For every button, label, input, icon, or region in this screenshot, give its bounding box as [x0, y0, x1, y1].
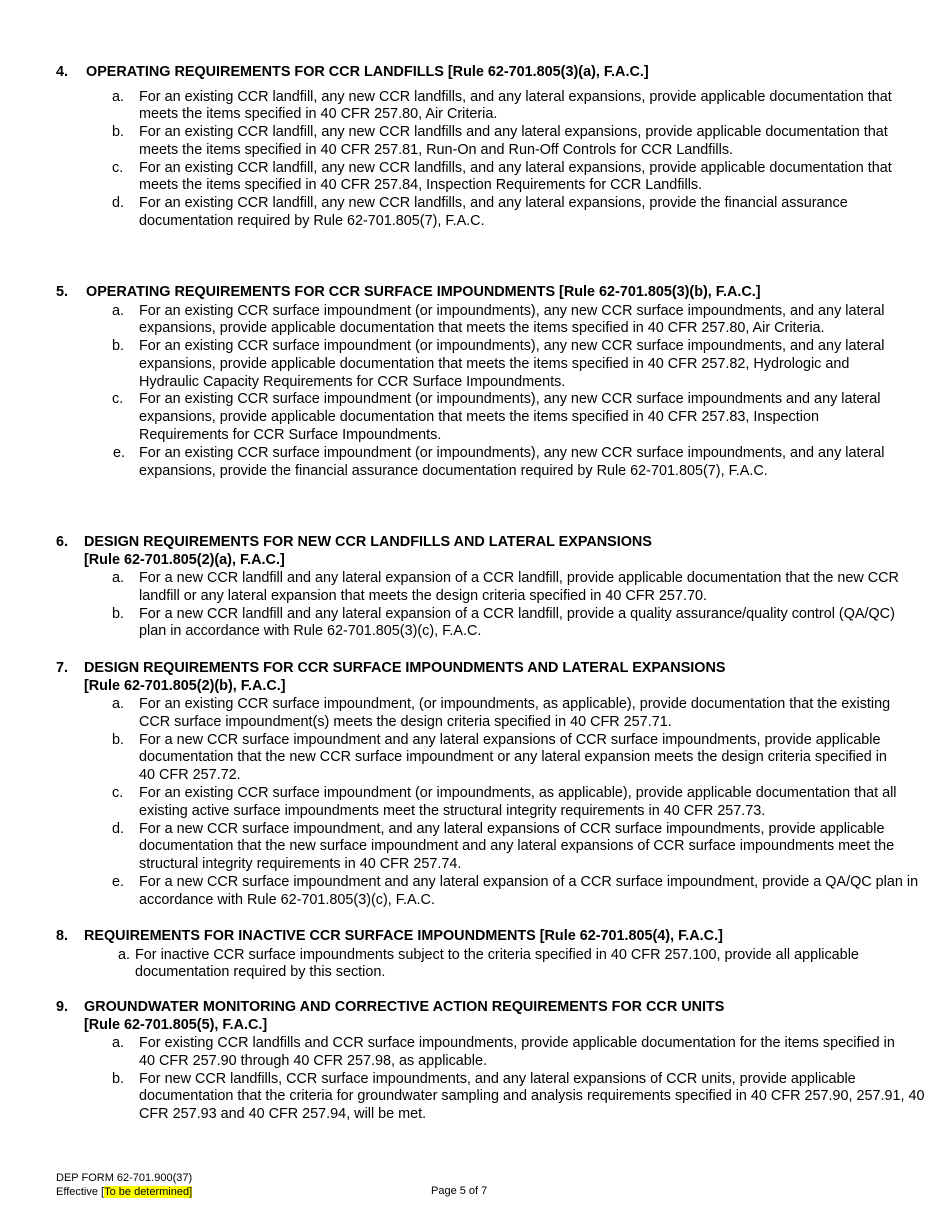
list-item: d. For a new CCR surface impoundment, and any lateral expansions of CCR surface impoundments, provide applicable documentation that the new surface impoundment and any lateral expansions of CCR surface impoundments meet the structural integrity requirements in 40 CFR 257.74. — [112, 820, 895, 873]
section-title: GROUNDWATER MONITORING AND CORRECTIVE ACTION REQUIREMENTS FOR CCR UNITS — [84, 999, 725, 1015]
section-6 — [56, 534, 936, 641]
section-number: 8. — [56, 928, 69, 944]
section-heading — [56, 284, 936, 302]
section-heading — [56, 999, 936, 1034]
section-title: DESIGN REQUIREMENTS FOR NEW CCR LANDFILLS AND LATERAL EXPANSIONS — [84, 534, 652, 550]
section-heading — [56, 928, 936, 946]
section-7 — [56, 660, 936, 910]
list-item: a. For existing CCR landfills and CCR surface impoundments, provide applicable documentation for the items specified in 40 CFR 257.90 through 40 CFR 257.98, as applicable. — [112, 1035, 895, 1069]
section-number: 7. — [56, 660, 69, 676]
section-title: REQUIREMENTS FOR INACTIVE CCR SURFACE IMPOUNDMENTS [Rule 62-701.805(4), F.A.C.] — [84, 928, 723, 944]
list-item: e. For a new CCR surface impoundment and any lateral expansion of a CCR surface impoundment, provide a QA/QC plan in accordance with Rule 62-701.805(3)(c), F.A.C. — [112, 873, 919, 908]
section-title: DESIGN REQUIREMENTS FOR CCR SURFACE IMPOUNDMENTS AND LATERAL EXPANSIONS — [84, 660, 726, 676]
section-number: 5. — [56, 284, 69, 300]
section-rule: [Rule 62-701.805(2)(b), F.A.C.] — [84, 677, 286, 694]
list-item: b. For an existing CCR surface impoundment (or impoundments), any new CCR surface impoundments, and any lateral expansions, provide applicable documentation that meets the items specified in 40 CFR 257.82, Hydrologic and Hydraulic Capacity Requirements for CCR Surface Impoundments. — [112, 338, 885, 390]
section-heading — [56, 64, 936, 82]
form-number: DEP FORM 62-701.900(37) — [56, 1172, 193, 1184]
section-number: 4. — [56, 64, 69, 80]
section-number: 9. — [56, 999, 69, 1015]
section-title: OPERATING REQUIREMENTS FOR CCR SURFACE IMPOUNDMENTS [Rule 62-701.805(3)(b), F.A.C.] — [86, 284, 761, 300]
list-item: a. For an existing CCR surface impoundment (or impoundments), any new CCR surface impoundments, and any lateral expansions, provide applicable documentation that meets the items specified in 40 CFR 257.80, Air Criteria. — [112, 302, 885, 337]
section-heading — [56, 534, 936, 569]
section-9 — [56, 999, 936, 1124]
list-item: a. For an existing CCR surface impoundment, (or impoundments, as applicable), provide documentation that the existing CCR surface impoundment(s) meets the design criteria specified in 40 CFR 257.71. — [112, 696, 891, 730]
list-item: c. For an existing CCR surface impoundment (or impoundments), any new CCR surface impoundments and any lateral expansions, provide applicable documentation that meets the items specified in 40 CFR 257.83, Inspection Requirements for CCR Surface Impoundments. — [112, 391, 881, 444]
list-item: a. For an existing CCR landfill, any new CCR landfills, and any lateral expansions, provide applicable documentation that meets the items specified in 40 CFR 257.80, Air Criteria. — [112, 88, 892, 123]
effective-highlight: To be determined] — [104, 1185, 193, 1198]
page-number: Page 5 of 7 — [431, 1185, 488, 1197]
section-heading — [56, 660, 936, 695]
section-rule: [Rule 62-701.805(2)(a), F.A.C.] — [84, 551, 285, 568]
section-8 — [56, 928, 936, 982]
list-item: b. For a new CCR surface impoundment and any lateral expansions of CCR surface impoundments, provide applicable documentation that the new CCR surface impoundment or any lateral expansion meets the design criteria specified in 40 CFR 257.72. — [112, 731, 887, 784]
section-title: OPERATING REQUIREMENTS FOR CCR LANDFILLS [Rule 62-701.805(3)(a), F.A.C.] — [86, 64, 649, 80]
list-item: b. For new CCR landfills, CCR surface impoundments, and any lateral expansions of CCR units, provide applicable documentation that the criteria for groundwater sampling and analysis requirements specified in 40 CFR 257.90, 257.91, 40 CFR 257.93 and 40 CFR 257.94, will be met. — [112, 1070, 925, 1123]
list-item: a. For inactive CCR surface impoundments subject to the criteria specified in 40 CFR 257.100, provide all applicable documentation required by this section. — [118, 946, 859, 981]
list-item: b. For a new CCR landfill and any lateral expansion of a CCR landfill, provide a quality assurance/quality control (QA/QC) plan in accordance with Rule 62-701.805(3)(c), F.A.C. — [112, 605, 895, 640]
section-rule: [Rule 62-701.805(5), F.A.C.] — [84, 1016, 268, 1033]
effective-date: Effective [To be determined] — [56, 1185, 193, 1198]
list-item: b. For an existing CCR landfill, any new CCR landfills and any lateral expansions, provide applicable documentation that meets the items specified in 40 CFR 257.81, Run-On and Run-Off Controls for CCR Landfills. — [112, 124, 888, 158]
list-item: e. For an existing CCR surface impoundment (or impoundments), any new CCR surface impoundments, and any lateral expansions, provide the financial assurance documentation required by Rule 62-701.805(7), F.A.C. — [113, 444, 885, 479]
section-4 — [56, 64, 936, 231]
list-item: c. For an existing CCR surface impoundment (or impoundments, as applicable), provide applicable documentation that all existing active surface impoundments meet the structural integrity requirements in 40 CFR 257.73. — [112, 784, 897, 819]
list-item: d. For an existing CCR landfill, any new CCR landfills, and any lateral expansions, provide the financial assurance documentation required by Rule 62-701.805(7), F.A.C. — [112, 195, 848, 230]
footer-form-info — [56, 1172, 192, 1199]
section-5 — [56, 284, 936, 480]
list-item: a. For a new CCR landfill and any lateral expansion of a CCR landfill, provide applicable documentation that the new CCR landfill or any lateral expansion that meets the design criteria specified in 40 CFR 257.70. — [112, 570, 899, 604]
section-number: 6. — [56, 534, 69, 550]
list-item: c. For an existing CCR landfill, any new CCR landfills, and any lateral expansions, provide applicable documentation that meets the items specified in 40 CFR 257.84, Inspection Requirements for CCR Landfills. — [112, 159, 892, 194]
